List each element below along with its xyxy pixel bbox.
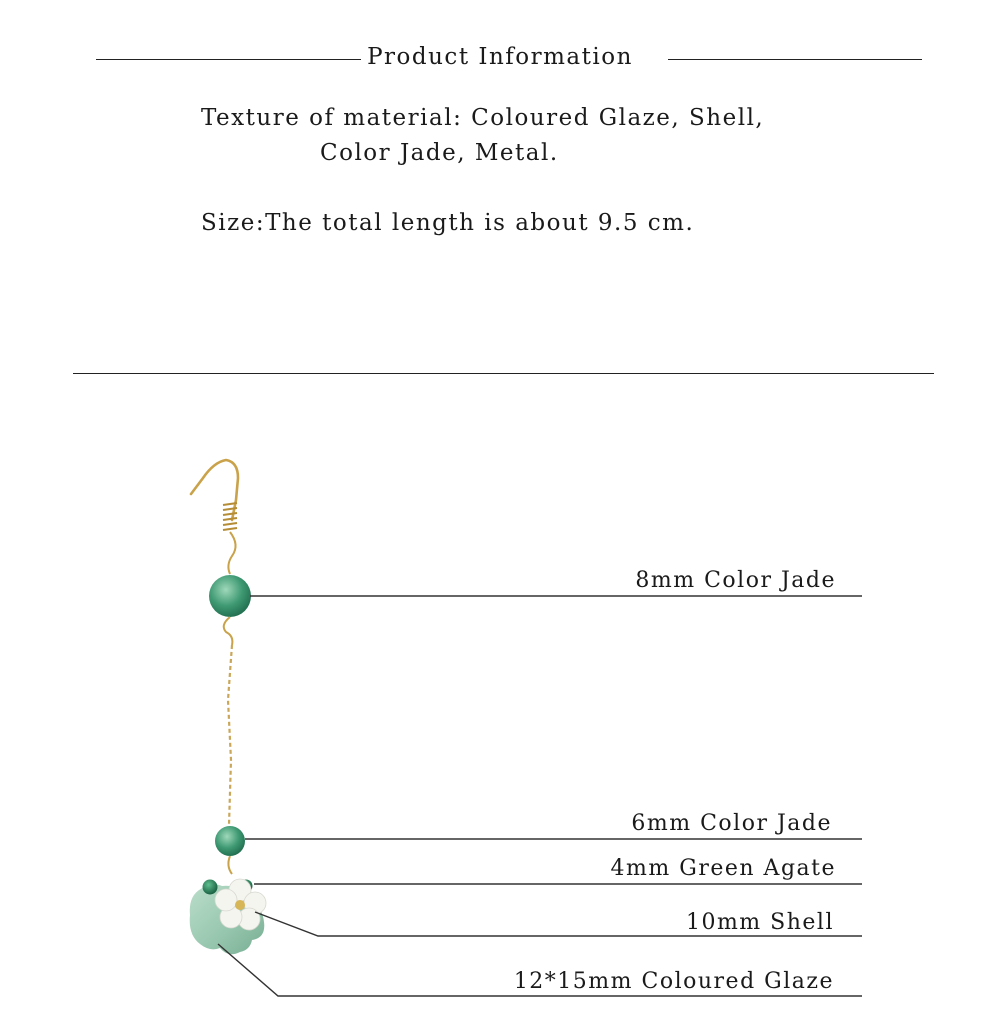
leader-lines [218,596,862,996]
callout-4mm-green-agate: 4mm Green Agate [610,856,836,881]
page-title: Product Information [0,44,1000,70]
chain [228,645,232,825]
material-line-2: Color Jade, Metal. [320,140,559,166]
ear-hook [191,460,238,520]
callout-6mm-color-jade: 6mm Color Jade [631,811,832,836]
material-line-1: Texture of material: Coloured Glaze, Shell, [201,105,765,131]
bead-6mm [215,826,245,856]
callout-8mm-color-jade: 8mm Color Jade [635,568,836,593]
size-line: Size:The total length is about 9.5 cm. [201,210,695,236]
loop-below-8mm [224,617,233,645]
bead-8mm [209,575,251,617]
top-loop [228,532,235,574]
callout-10mm-shell: 10mm Shell [685,910,834,935]
loop-below-6mm [228,856,232,874]
agate-bead-left [203,880,218,895]
callout-12x15mm-coloured-glaze: 12*15mm Coloured Glaze [513,969,834,994]
